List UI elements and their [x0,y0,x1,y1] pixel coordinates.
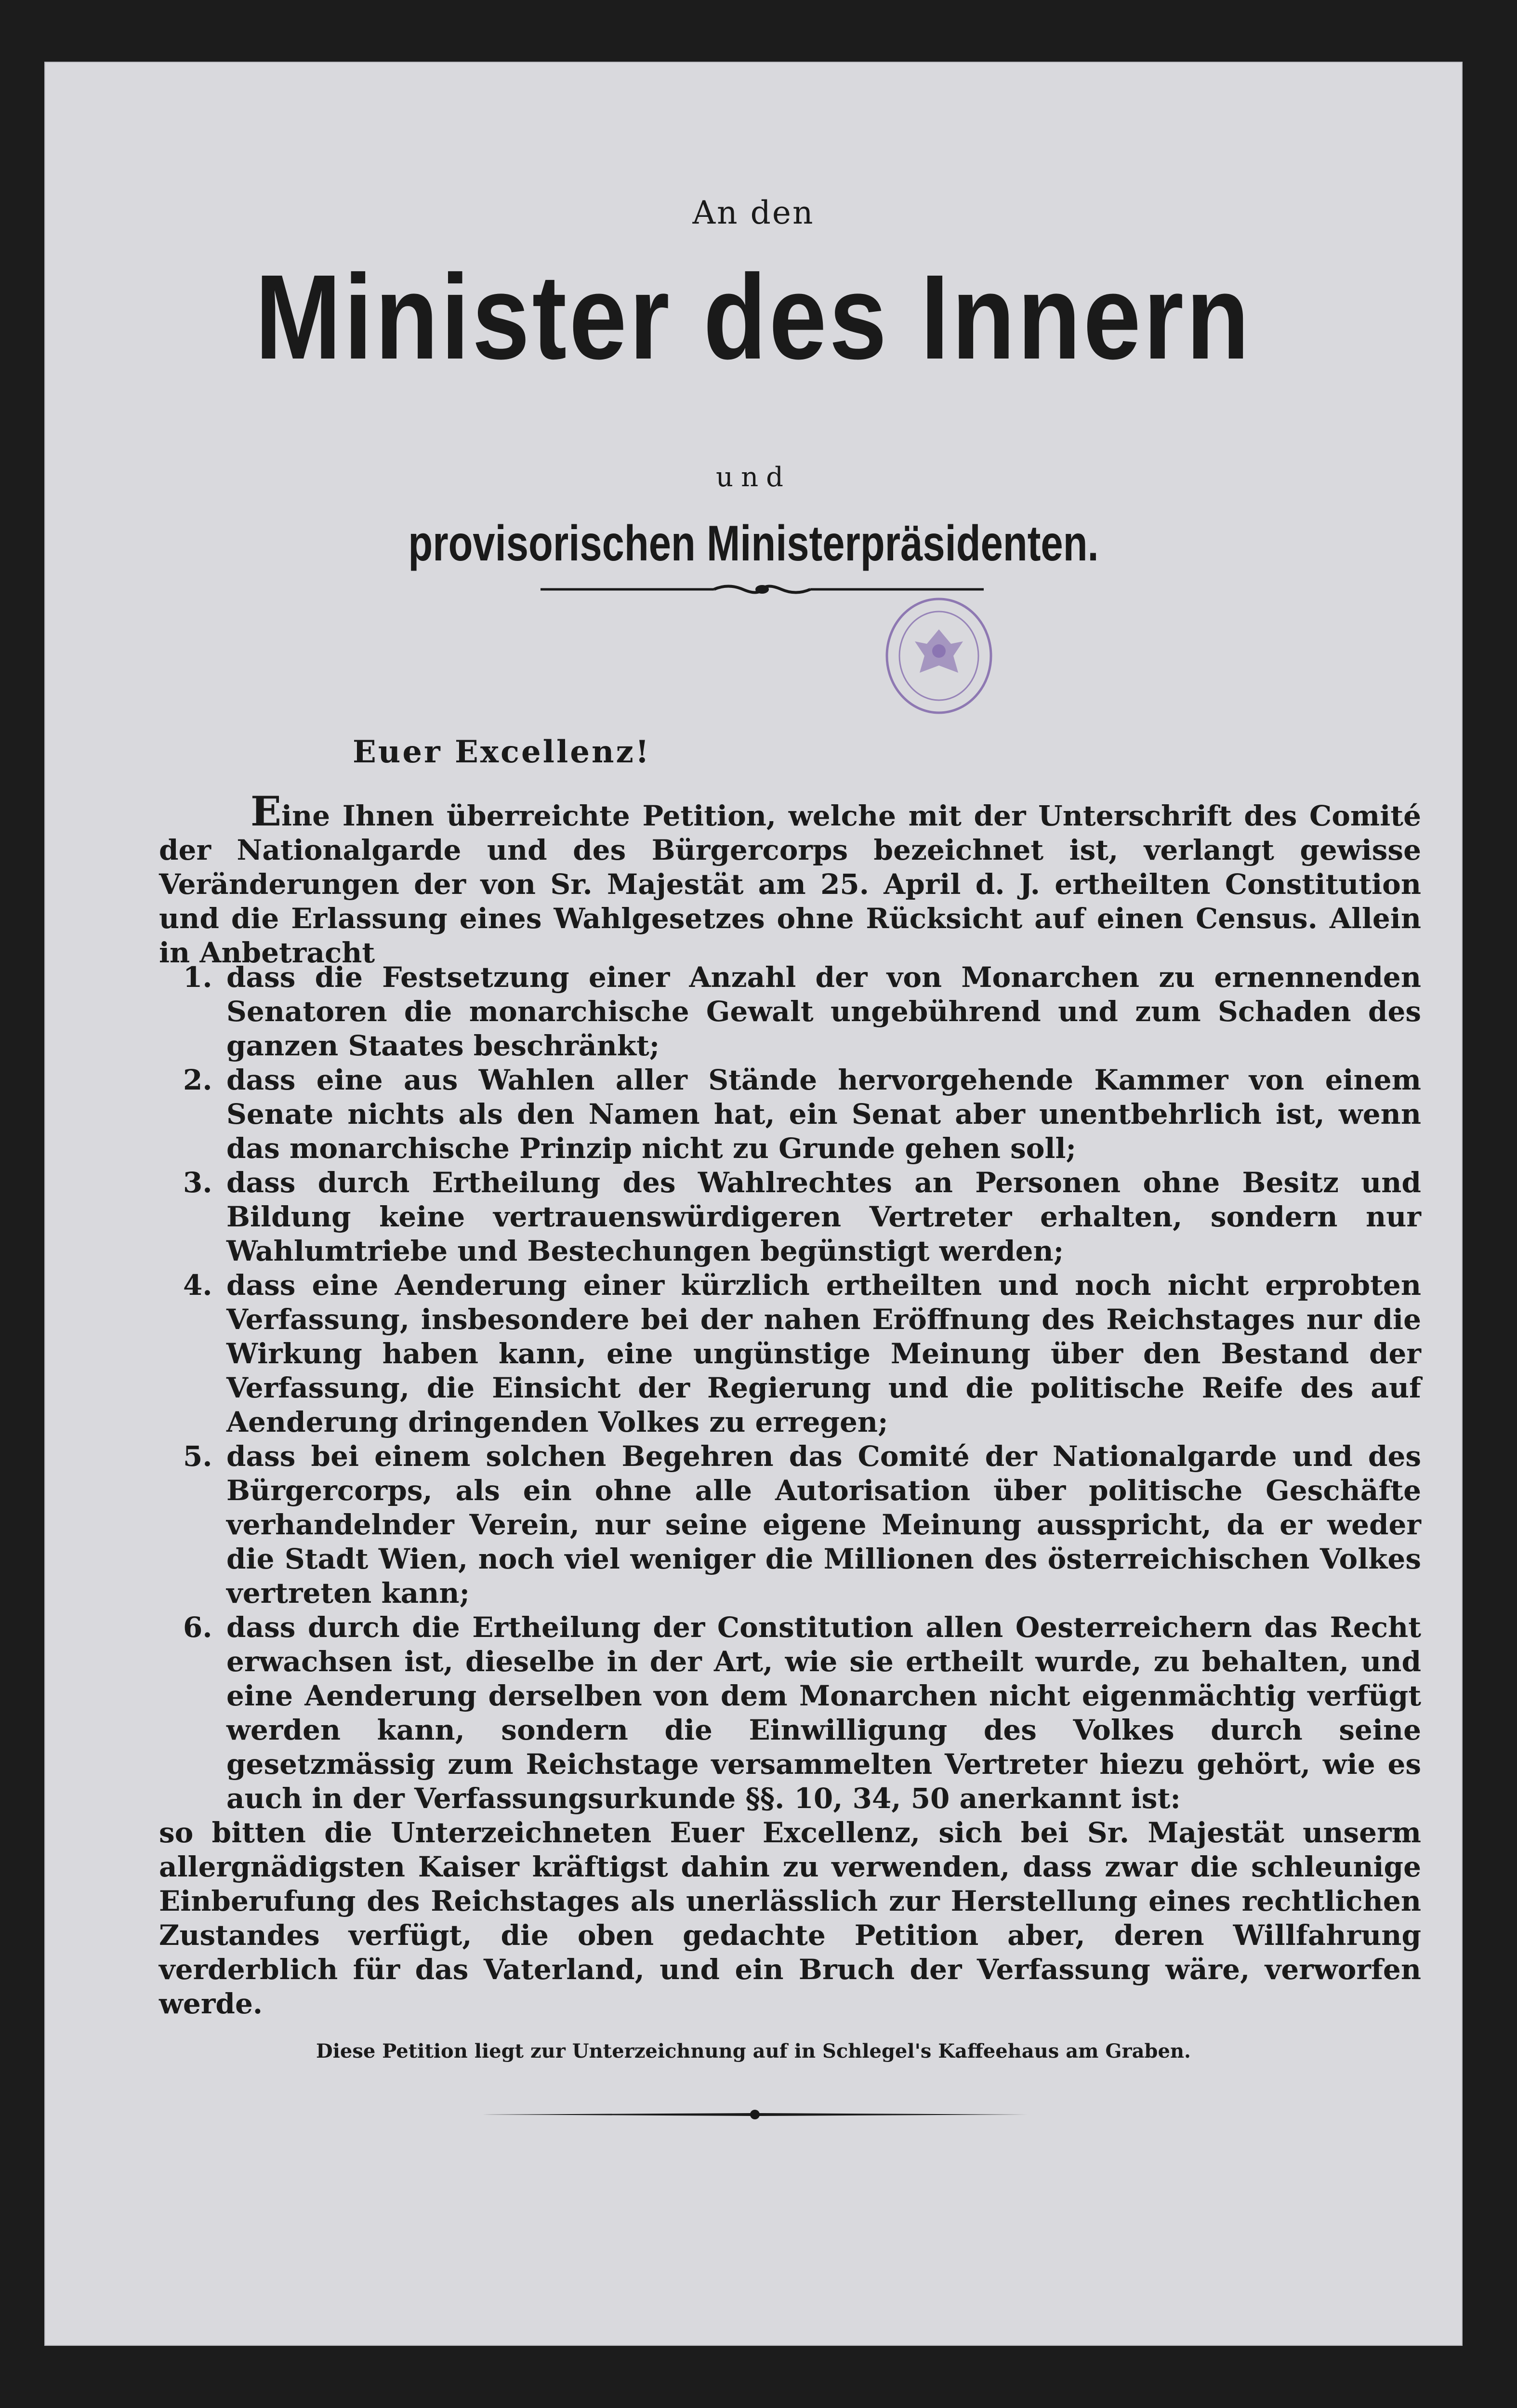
top-ornament-divider [541,582,984,597]
library-stamp [881,596,997,718]
item-text: dass eine aus Wahlen aller Stände hervorgehende Kammer von einem Senate nichts als den Namen hat, ein Senat aber unentbehrlich ist, wenn das monarchische Prinzip nicht zu Grunde gehen soll; [226,1064,1421,1165]
list-item [159,960,1421,1063]
item-text: dass bei einem solchen Begehren das Comité der Nationalgarde und des Bürgercorps, als ein ohne alle Autorisation über politische Geschäfte verhandelnder Verein, nur seine eigene Meinung ausspricht, da er weder die Stadt Wien, noch viel weniger die Millionen des österreichischen Volkes vertreten kann; [226,1440,1421,1610]
list-item [159,1610,1421,1816]
footnote: Diese Petition liegt zur Unterzeichnung auf in Schlegel's Kaffeehaus am Graben. [316,2040,1191,2062]
list-item [159,1166,1421,1268]
item-text: dass eine Aenderung einer kürzlich ertheilten und noch nicht erprobten Verfassung, insbesondere bei der nahen Eröffnung des Reichstages nur die Wirkung haben kann, eine ungünstige Meinung über den Bestand der Verfassung, die Einsicht der Regierung und die politische Reife des auf Aenderung dringenden Volkes zu erregen; [226,1269,1421,1438]
intro-line: An den [692,194,815,231]
closing-paragraph: so bitten die Unterzeichneten Euer Excellenz, sich bei Sr. Majestät unserm allergnädigsten Kaiser kräftigst dahin zu verwenden, dass zwar die schleunige Einberufung des Reichstages als unerlässlich zur Herstellung eines rechtlichen Zustandes verfügt, die oben gedachte Petition aber, deren Willfahrung verderblich für das Vaterland, und ein Bruch der Verfassung wäre, verworfen werde. [159,1816,1421,2020]
considerations-list [159,960,1421,1816]
list-item [159,1063,1421,1166]
item-number: 2. [183,1064,212,1096]
item-text: dass die Festsetzung einer Anzahl der von Monarchen zu ernennenden Senatoren die monarchische Gewalt ungebührend und zum Schaden des ganzen Staates beschränkt; [226,961,1421,1062]
item-number: 3. [183,1166,212,1199]
item-number: 4. [183,1269,212,1302]
poster-sheet [44,62,1463,2346]
item-number: 6. [183,1611,212,1644]
list-item [159,1268,1421,1439]
dropcap-letter: E [251,787,282,835]
bottom-ornament-divider [483,2107,1027,2122]
opening-paragraph-text: ine Ihnen überreichte Petition, welche mit der Unterschrift des Comité der Nationalgarde und des Bürgercorps bezeichnet ist, verlangt gewisse Veränderungen der von Sr. Majestät am 25. April d. J. ertheilten Constitution und die Erlassung eines Wahlgesetzes ohne Rücksicht auf einen Census. Allein in Anbetracht [159,799,1421,969]
item-number: 1. [183,961,212,994]
conjunction-line: und [716,462,791,493]
salutation: Euer Excellenz! [353,734,651,770]
secondary-title: provisorischen Ministerpräsidenten. [408,516,1099,572]
main-title: Minister des Innern [255,250,1252,384]
item-text: dass durch die Ertheilung der Constitution allen Oesterreichern das Recht erwachsen ist, dieselbe in der Art, wie sie ertheilt wurde, zu behalten, und eine Aenderung derselben von dem Monarchen nicht eigenmächtig verfügt werden kann, sondern die Einwilligung des Volkes durch seine gesetzmässig zum Reichstage versammelten Vertreter hiezu gehört, wie es auch in der Verfassungsurkunde §§. 10, 34, 50 anerkannt ist: [226,1611,1421,1815]
opening-paragraph [159,787,1421,970]
item-text: dass durch Ertheilung des Wahlrechtes an Personen ohne Besitz und Bildung keine vertrauenswürdigeren Vertreter erhalten, sondern nur Wahlumtriebe und Bestechungen begünstigt werden; [226,1166,1421,1267]
list-item [159,1439,1421,1610]
item-number: 5. [183,1440,212,1473]
